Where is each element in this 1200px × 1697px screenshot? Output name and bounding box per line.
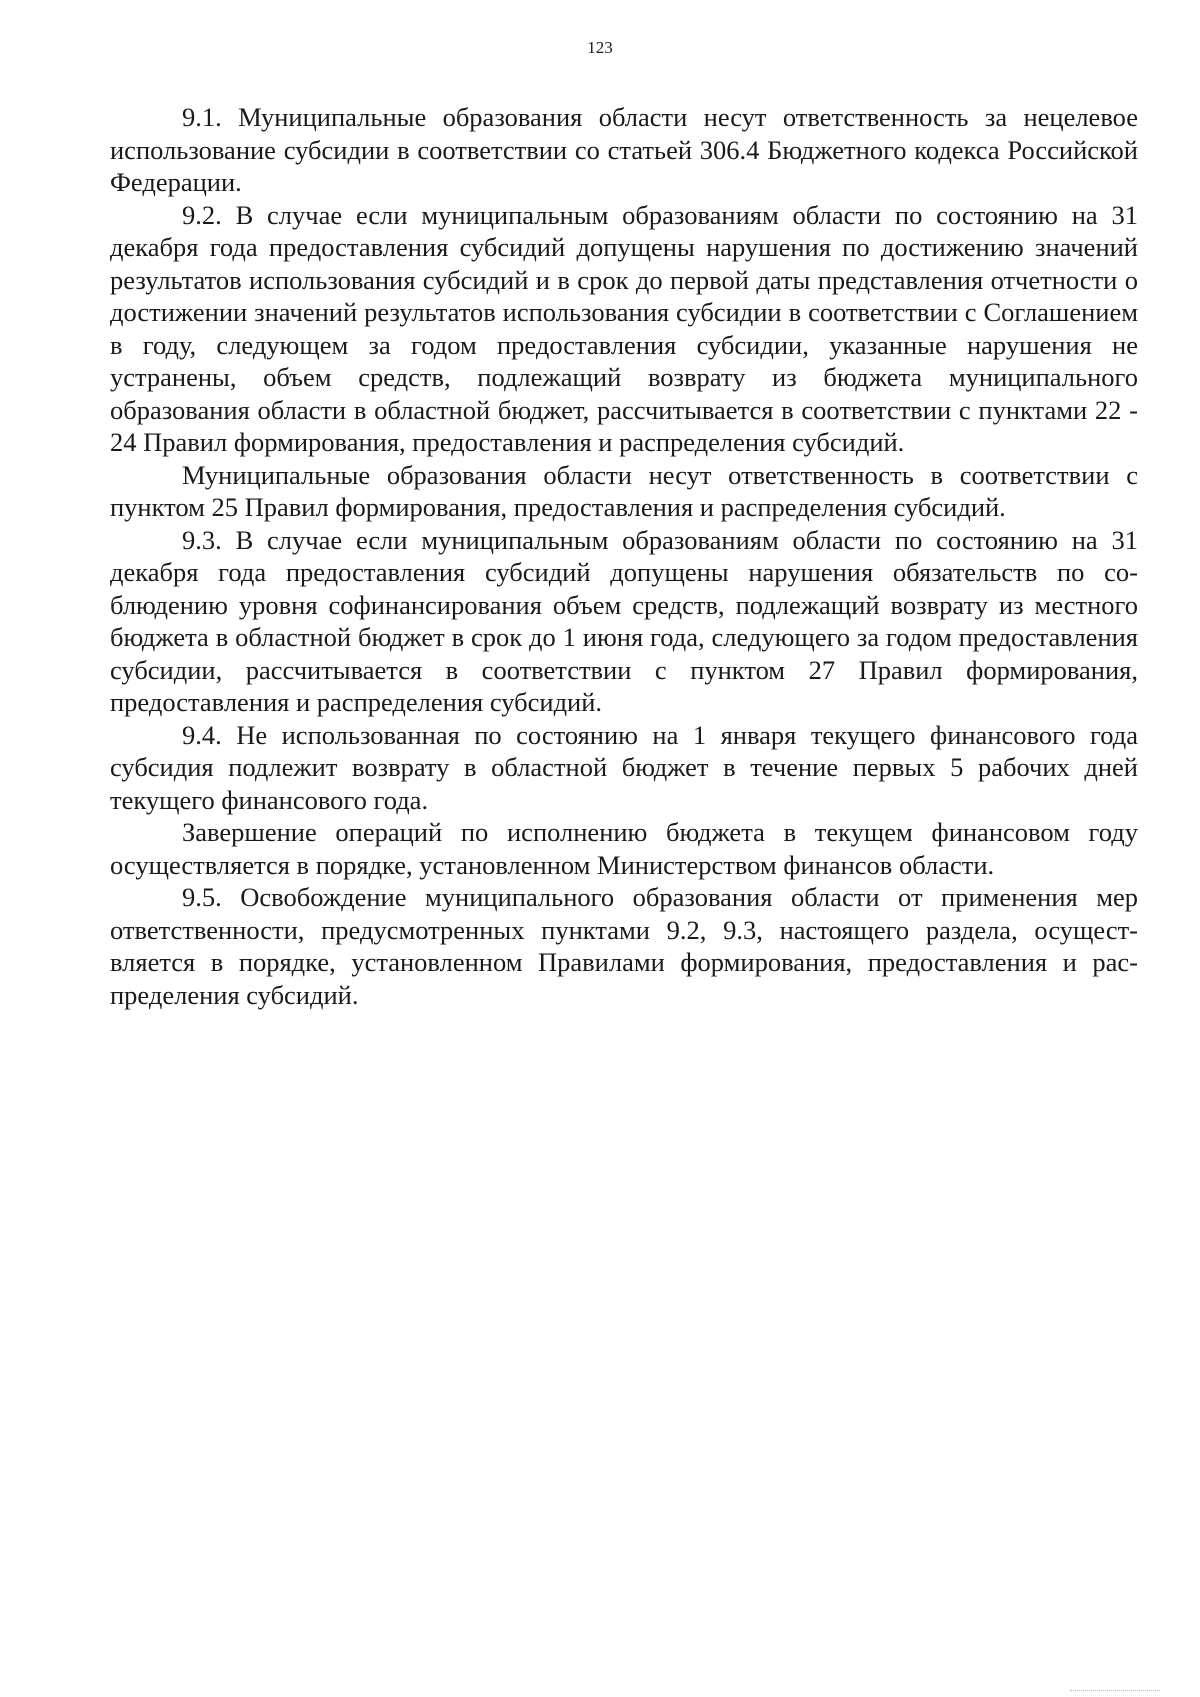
paragraph-9-2: 9.2. В случае если муниципальным образованиям области по состоянию на 31 декабря года предоставления субсидий допущены нарушения по достижению значений результатов использования субсидий и в срок до первой даты представления отчетности о достижении значений результатов использования субсидии в соответствии с Соглашением в году, следующем за годом предоставления субсидии, указанные нарушения не устранены, объем средств, подлежащий возврату из бюджета муниципального образования области в областной бюджет, рассчитывается в соответствии с пунктами 22 - 24 Правил формирования, предоставления и распределения субсидий. <box>110 199 1138 457</box>
document-body <box>110 101 1138 1011</box>
page-number: 123 <box>587 38 613 57</box>
paragraph-9-3: 9.3. В случае если муниципальным образованиям области по состоянию на 31 декабря года предоставления субсидий допущены нарушения обязательств по соблюдению уровня софинансирования объем средств, подлежащий возврату из местного бюджета в областной бюджет в срок до 1 июня года, следующего за годом предоставления субсидии, рассчитывается в соответствии с пунктом 27 Правил формирования, предоставления и распределения субсидий. <box>110 524 1138 717</box>
scan-artifact <box>1070 1686 1160 1691</box>
paragraph-9-5: 9.5. Освобождение муниципального образования области от применения мер ответственности, предусмотренных пунктами 9.2, 9.3, настоящего раздела, осуществляется в порядке, установленном Правилами формирования, предоставления и распределения субсидий. <box>110 882 1138 1010</box>
paragraph-9-2-responsibility: Муниципальные образования области несут ответственность в соответствии с пунктом 25 Правил формирования, предоставления и распределения субсидий. <box>110 459 1138 522</box>
paragraph-9-4-completion: Завершение операций по исполнению бюджета в текущем финансовом году осуществляется в порядке, установленном Министерством финансов области. <box>110 817 1138 880</box>
paragraph-9-1: 9.1. Муниципальные образования области несут ответственность за нецелевое использование субсидии в соответствии со статьей 306.4 Бюджетного кодекса Российской Федерации. <box>110 102 1138 197</box>
paragraph-9-4: 9.4. Не использованная по состоянию на 1 января текущего финансового года субсидия подлежит возврату в областной бюджет в течение первых 5 рабочих дней текущего финансового года. <box>110 719 1138 815</box>
